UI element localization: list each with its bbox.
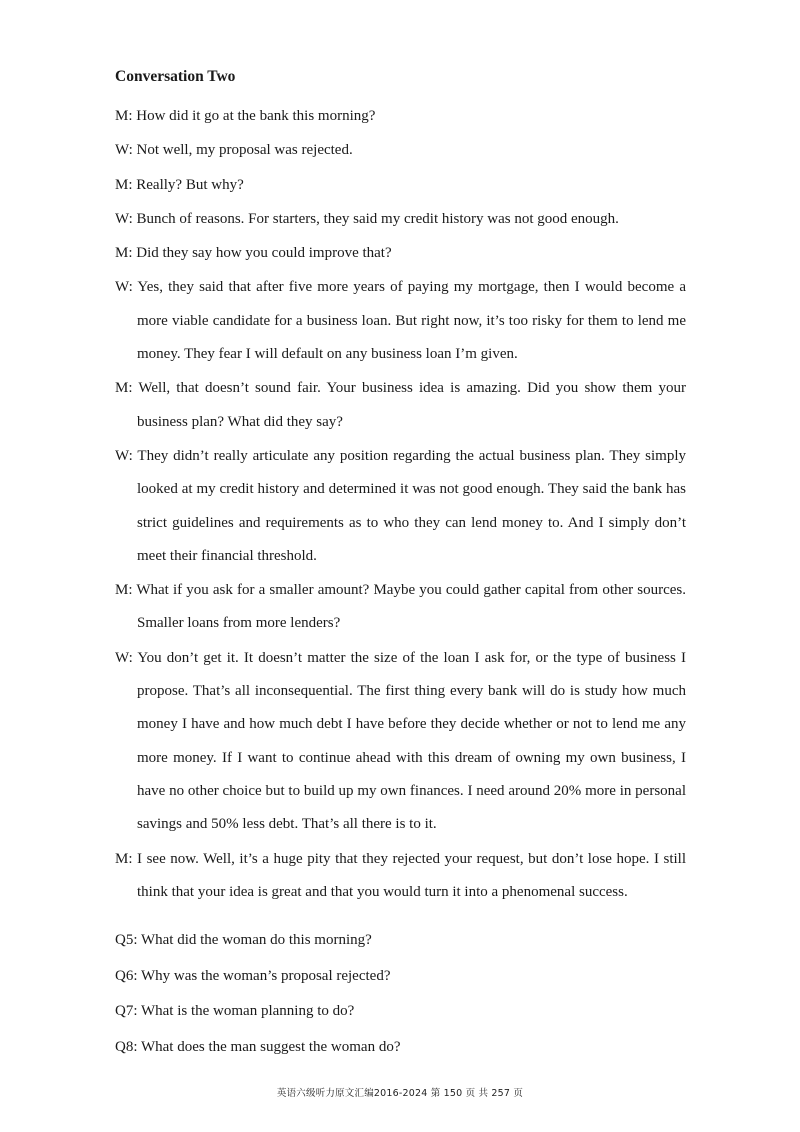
question-item: Q7: What is the woman planning to do? (115, 1003, 355, 1020)
dialogue-line: W: Bunch of reasons. For starters, they said my credit history was not good enough. (115, 210, 619, 227)
dialogue-line: M: How did it go at the bank this morning? (115, 108, 376, 124)
dialogue-line: W: You don’t get it. It doesn’t matter the size of the loan I ask for, or the type of business I propose. That’s all inconsequential. The first thing every bank will do is study how much money I have and how much debt I have before they decide whether or not to lend me any more money. If I want to continue ahead with this dream of owning my own business, I have no other choice but to build up my own finances. I need around 20% more in personal savings and 50% less debt. That’s all there is to it. (115, 649, 686, 833)
dialogue-line: W: They didn’t really articulate any position regarding the actual business plan. They simply looked at my credit history and determined it was not good enough. They said the bank has strict guidelines and requirements as to who they can lend money to. And I simply don’t meet their financial threshold. (115, 447, 686, 564)
dialogue-line: W: Yes, they said that after five more years of paying my mortgage, then I would become a more viable candidate for a business loan. But right now, it’s too risky for them to lend me money. They fear I will default on any business loan I’m given. (115, 279, 686, 363)
question-list (115, 923, 686, 1065)
section-title: Conversation Two (115, 68, 236, 85)
dialogue-line: M: What if you ask for a smaller amount? Maybe you could gather capital from other sources. Smaller loans from more lenders? (115, 582, 686, 632)
dialogue-line: M: Did they say how you could improve that? (115, 245, 392, 262)
dialogue (115, 100, 686, 909)
dialogue-line: W: Not well, my proposal was rejected. (115, 142, 353, 159)
document-page (115, 66, 686, 1065)
dialogue-line: M: Really? But why? (115, 176, 244, 193)
dialogue-line: M: I see now. Well, it’s a huge pity that they rejected your request, but don’t lose hope. I still think that your idea is great and that you would turn it into a phenomenal success. (115, 850, 686, 900)
question-item: Q6: Why was the woman’s proposal rejected? (115, 967, 391, 984)
page-footer: 英语六级听力原文汇编2016-2024 第 150 页 共 257 页 (276, 1088, 524, 1099)
dialogue-line: M: Well, that doesn’t sound fair. Your business idea is amazing. Did you show them your business plan? What did they say? (115, 380, 686, 430)
question-item: Q8: What does the man suggest the woman do? (115, 1038, 401, 1055)
question-item: Q5: What did the woman do this morning? (115, 932, 372, 949)
